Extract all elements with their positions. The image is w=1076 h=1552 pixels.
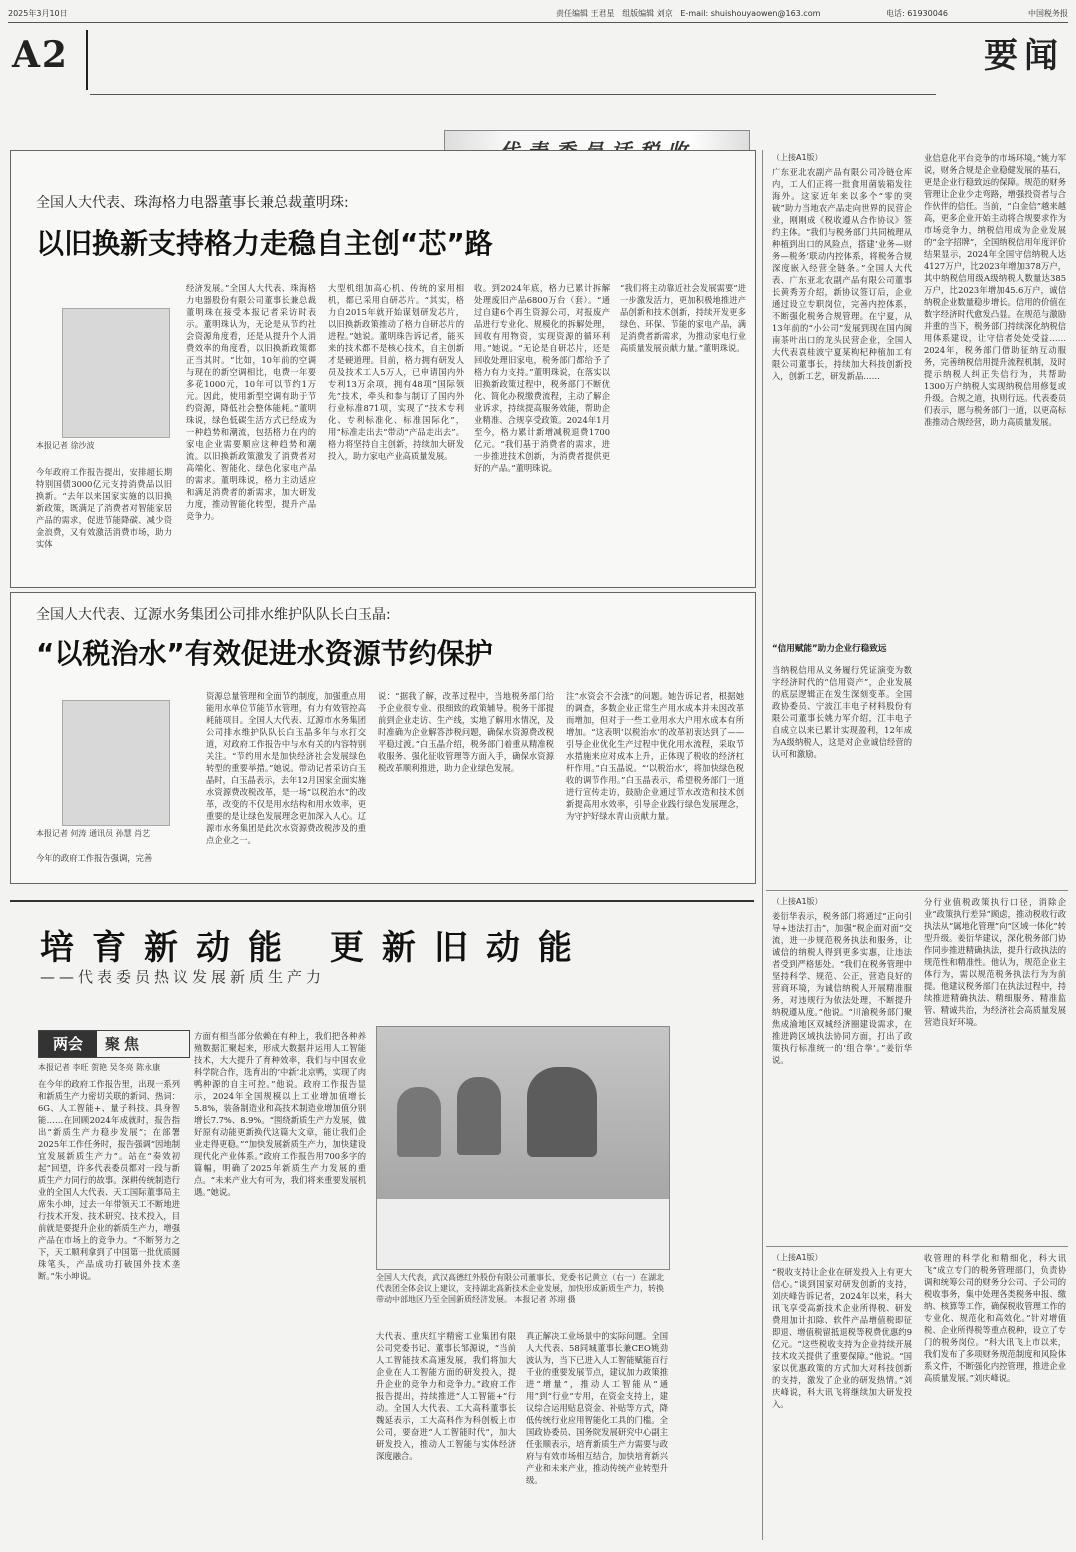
right-lower-rule (766, 890, 1068, 891)
article2-col4: 注“水资会不会涨”的问题。她告诉记者，根据她的调查，多数企业正常生产用水成本并未因改革而增加，但对于一些工业用水大户用水成本有所增加。“这表明‘以税治水’的改革初衷达到了——引导企业优化生产过程中优化用水流程，采取节水措施来应对成本上升，正体现了税收的经济杠杆作用。”白玉晶说。“‘以税治水’，将加快绿色税收的调节作用。”白玉晶表示，希望税务部门一道进行宣传走访，鼓励企业通过节水改造和技术创新提高用水效率，引导企业践行绿色发展理念，为守护好绿水青山贡献力量。 (566, 691, 744, 821)
right-bottom-col2: 收管理的科学化和精细化，科大讯飞“成立专门的税务管理部门，负责协调和统筹公司的财务分公司、子公司的税收事务，集中处理各类税务申报、缴纳、核算等工作，确保税收管理工作的专业化、规范化和高效化。”针对增值税、企业所得税等重点税种，设立了专门的税务岗位。“科大讯飞上市以来，我们发布了多项财务规范制度和风险体系文件，不断强化内控管理，推进企业高质量发展。”刘庆峰说。 (924, 1253, 1066, 1383)
right-bottom-rule (766, 1246, 1068, 1247)
header-date: 2025年3月10日 (8, 9, 68, 18)
feature-byline: 本报记者 李旺 贺艳 吴冬亮 陈永康 (38, 1063, 161, 1072)
badge-right-text: 聚焦 (105, 1035, 144, 1053)
right-col1-body2: 当纳税信用从义务履行凭证演变为数字经济时代的“信用资产”，企业发展的底层逻辑正在发生深刻变革。全国政协委员、宁波江丰电子材料股份有限公司董事长姚力军介绍，江丰电子自成立以来已累计实现盈利，12年成为A级纳税人，这是对企业诚信经营的认可和激励。 (772, 665, 912, 759)
article2-kicker: 全国人大代表、辽源水务集团公司排水维护队队长白玉晶: (36, 607, 391, 623)
article1-col4: 收。到2024年底，格力已累计拆解处理废旧产品6800万台（套）。“通过自建6个再生资源公司，对报废产品进行专业化、规模化的拆解处理，回收有用物资，实现资源的循环利用。”她说。“无论是自研芯片，还是回收处理旧家电，税务部门都给予了格力有力支持。”董明珠说，在落实以旧换新政策过程中，税务部门不断优化、简化办税缴费流程，主动了解企业诉求，持续提高服务效能，帮助企业精准、合规享受政策。2024年1月至今，格力累计新增减税退费1700亿元。“我们基于消费者的需求，进一步推进技术创新，为消费者提供更好的产品。”董明珠说。 (474, 283, 610, 473)
right-lower-col1: 姜衍华表示，税务部门将通过“正向引导+违法打击”，加强“税企面对面”交流，进一步规范税务执法和服务，让诚信的纳税人得到更多实惠，让违法者受到严格惩处。“我们在税务管理中坚持科学、规范、公正，营造良好的营商环境，为诚信纳税人开展精准服务，对违规行为依法处理，不断提升纳税遵从度。”他说。“川渝税务部门聚焦成渝地区双城经济圈建设需求，在推进跨区域执法协同方面，打出了政策执行标准统一的‘组合拳’。”姜衍华说。 (772, 911, 912, 1065)
article2-col3: 说：“据我了解，改革过程中，当地税务部门给予企业很专业、很细致的政策辅导。税务干部提前到企业走访、生产线，实地了解用水情况，及时准确为企业解答涉税问题，确保水资源费改税平稳过渡。”白玉晶介绍，税务部门着重从精准税收服务、强化征收管理等方面入手，确保水资源税改革顺利推进，助力企业绿色发展。 (378, 691, 554, 773)
meeting-caption-text: 全国人大代表，武汉高德红外股份有限公司董事长、党委书记黄立（右一）在湖北代表团全体会议上建议，支持湖北高新技术企业发展，加快形成新质生产力，转换带动中部地区乃至全国新质经济发展。 (376, 1273, 664, 1304)
feature-col2: 方面有相当部分依赖在有种上，我们把各种养殖数据汇聚起来，形成大数据并运用人工智能技术，大大提升了育种效率，我们与中国农业科学院合作，选育出的‘中新’北京鸭，实现了肉鸭种源的自主可控。”他说。政府工作报告显示，2024年全国规模以上工业增加值增长5.8%，装备制造业和高技术制造业增加值分别增长7.7%、8.9%。“围绕新质生产力发展，做好原有动能更新换代这篇大文章，能让我们企业走得更稳。”“加快发展新质生产力，加快建设现代化产业体系。”政府工作报告用700多字的篇幅，明确了2025年新质生产力发展的重点。“未来产业大有可为，我们将来重要发展机遇。”她说。 (194, 1031, 366, 1197)
feature-col4: 真正解决工业场景中的实际问题。全国人大代表、58同城董事长兼CEO姚劲波认为，当下已进入人工智能赋能百行千业的重要发展节点，建议加力政策推进“增量”，推动人工智能从“通用”到“行业”专用，在资金支持上，建议综合运用贴息资金、补贴等方式，降低传统行业应用智能化工具的门槛。全国政协委员、国务院发展研究中心副主任张顺表示，培育新质生产力需要与政府与有效市场相互结合，加快培育新兴产业和未来产业，推动传统产业转型升级。 (526, 1331, 668, 1485)
meeting-photo-credit: 本报记者 苏翊 摄 (514, 1295, 576, 1304)
section-rule (90, 94, 936, 95)
page-header (8, 6, 1068, 20)
right-continued-3: （上接A1版） (772, 1253, 823, 1262)
right-bottom-col1: “税收支持让企业在研发投入上有更大信心。”谈到国家对研发创新的支持，刘庆峰告诉记者，2024年以来，科大讯飞享受高新技术企业所得税、研发费用加计扣除、软件产品增值税即征即退、增值税留抵退税等税费优惠约9亿元。“这些税收支持为企业持续开展技术攻关提供了重要保障。”他说。“国家以优惠政策的方式加大对科技创新的支持，激发了企业的研发热情。”刘庆峰说，科大讯飞将继续加大研发投入。 (772, 1267, 912, 1409)
two-sessions-badge (38, 1030, 190, 1058)
header-editor-name: 责任编辑 王君星 (556, 9, 615, 18)
right-continued-1: （上接A1版） (772, 153, 823, 162)
header-editor (556, 8, 820, 19)
speaker-figure (527, 1067, 597, 1157)
right-column-divider (762, 150, 763, 1540)
header-layout-editor: 组版编辑 刘京 (622, 9, 673, 18)
attendee-figure-1 (397, 1087, 441, 1157)
feature-subhead: ——代表委员热议发展新质生产力 (40, 968, 326, 986)
article1-col3: 大型机组加高心机、传统的家用相机，都已采用自研芯片。“其实，格力自2015年就开始谋划研发芯片，以旧换新政策推动了格力自研芯片的进程。”她说。董明珠告诉记者，能买来的技术都不是核心技术，自主创新才是硬道理。目前，格力拥有研发人员及技术工人5万人，已申请国内外专利13万余项，拥有48项“国际领先”技术，牵头和参与制订了国内外行业标准871项，实现了“技术专利化、专利标准化、标准国际化”，用“标准走出去”带动“产品走出去”。格力将坚持自主创新，持续加大研发投入，助力家电产业高质量发展。 (328, 283, 464, 461)
right-lower-col2: 分行业值税政策执行口径，消除企业“政策执行差异”顾虑，推动税收行政执法从“属地化管理”向“区域一体化”转型升级。姜衍华建议，深化税务部门协作同步推进精确执法，提升行政执法的规范性和精准性。他认为，规范企业主体行为，需以规范税务执法行为为前提。他建议税务部门在执法过程中，持续推进精确执法、精细服务、精准监管、精诚共治，为经济社会高质量发展营造良好环境。 (924, 897, 1066, 1027)
article2-headline: “以税治水”有效促进水资源节约保护 (36, 637, 493, 670)
header-paper-name: 中国税务报 (1028, 9, 1068, 18)
badge-left-text: 两会 (39, 1031, 97, 1057)
article1-headline: 以旧换新支持格力走稳自主创“芯”路 (36, 227, 493, 260)
article1-kicker: 全国人大代表、珠海格力电器董事长兼总裁董明珠: (36, 195, 349, 211)
article2-photo-credit: 本报记者 何涛 通讯员 孙慧 肖艺 (36, 829, 151, 838)
feature-headline: 培育新动能 更新旧动能 (40, 928, 590, 968)
header-email: E-mail: shuishouyaowen@163.com (680, 9, 821, 18)
feature-col1: 在今年的政府工作报告里，出现一系列和新质生产力密切关联的新词、热词：6G、人工智能+、量子科技、具身智能……在回顾2024年成就时，报告指出“新质生产力稳步发展”；在部署2025年工作任务时，报告强调“因地制宜发展新质生产力”。站在“奏效初起”回望，许多代表委员都对一段与新质生产力同行的故事。深耕传统制造行业的全国人大代表、天工国际董事局主席朱小坤，过去一年带领天工不断地进行技术开发、技术研究、技术投入，目前就是要提升企业的新质生产力，增强产品在市场上的竞争力。“不断努力之下，天工顺利拿到了中国第一批优质圆珠笔头，产品成功打破国外技术垄断。”朱小坤说。 (38, 1079, 180, 1281)
right-col1-body: 广东亚北农副产品有限公司冷链仓库内，工人们正将一批食用菌装箱发往海外。这家近年来以多个“零的突破”助力当地农产品走向世界的民营企业，刚刚成《税收遵从合作协议》签约主体。“我们与税务部门共同梳理从种植到出口的风险点，搭建‘业务—财务—税务’联动内控体系，将税务合规深度嵌入经营全链条。”全国人大代表、广东亚北农副产品有限公司董事长黄秀芳介绍，新协议签订后，企业通过设立专职岗位，完善内控体系，不断强化税务合规管理。在宁夏，从13年前的“小公司”发展到现在国内闽南茶叶出口的龙头民营企业，全国人大代表袁桂波宁夏某枸杞种植加工有限公司董事长，持续加大科技创新投入，创新工艺，研发新品…… (772, 167, 912, 381)
portrait-photo-dong (62, 308, 170, 438)
header-phone: 电话: 61930046 (886, 9, 948, 18)
article1-photo-credit: 本报记者 徐沙波 (36, 441, 95, 450)
meeting-photo (376, 1026, 670, 1270)
page-code: A2 (12, 34, 69, 76)
table-surface (377, 1199, 669, 1269)
article1-col5: “我们将主动靠近社会发展需要”进一步激发活力，更加积极地推进产品创新和技术创新，持续开发更多绿色、环保、节能的家电产品，满足消费者新需求，为推动家电行业高质量发展贡献力量。”董明珠说。 (620, 283, 746, 353)
article2-col2: 资源总量管理和全面节约制度，加强重点用能用水单位节能节水管理，有力有效管控高耗能项目。全国人大代表、辽源市水务集团公司排水维护队队长白玉晶多年与水打交道，对政府工作报告中与水有关的内容特别关注。“节约用水是加快经济社会发展绿色转型的重要举措。”她说。带动记者采访白玉晶时，白玉晶表示，去年12月国家全面实施水资源费改税改革，是一场“以税治水”的改革，改变的不仅是用水结构和用水效率，更重要的是让绿色发展理念更加深入人心。辽源市水务集团是此次水资源费改税涉及的重点企业之一。 (206, 691, 366, 845)
portrait-photo-bai (62, 700, 170, 826)
meeting-photo-caption (376, 1272, 668, 1305)
right-continued-2: （上接A1版） (772, 897, 823, 906)
attendee-figure-2 (457, 1077, 501, 1155)
right-col2-body: 业信息化平台竞争的市场环境。”姚力军说，财务合规是企业稳健发展的基石，更是企业行稳致远的保障。规范的财务管理让企业少走弯路，增强投资者与合作伙伴的信任。当前，“白金信”越来越高，更多企业开始主动将合规要求作为市场竞争力，纳税信用成为企业发展的“金字招牌”，全国纳税信用年度评价结果显示，2024年全国守信纳税人达4127万户，比2023年增加378万户，其中纳税信用级A级纳税人数量达385万户，比2023年增加45.6万户，诚信纳税企业数量稳步增长。信用的价值在数字经济时代愈发凸显。在规范与激励并重的当下，税务部门持续深化纳税信用体系建设，让守信者处处受益……2024年，税务部门借助征纳互动服务，完善纳税信用提升流程机制，及时提示纳税人纠正失信行为，共帮助1300万户纳税人实现纳税信用修复或升级。合规之道，执则行远。代表委员们表示，愿与税务部门一道，以更高标准推动合规经营，助力高质量发展。 (924, 153, 1066, 427)
article1-col2: 经济发展。”全国人大代表、珠海格力电器股份有限公司董事长兼总裁董明珠在接受本报记者采访时表示。董明珠认为，无论是从节约社会资源角度看，还是从提升个人消费效率的角度看，以旧换新政策都正当其时。“比如，10年前的空调与现在的新空调相比，电费一年要多花1000元，10年可以节约1万元。因此，使用新型空调有助于节约资源，降低社会整体能耗。”董明珠说，绿色低碳生活方式已经成为一种趋势和潮流，包括格力在内的家电企业需要顺应这种趋势和潮流。以旧换新政策激发了消费者对高端化、智能化、绿色化家电产品的需求。董明珠说，格力主动适应和满足消费者的新需求，加大研发力度，推动智能化转型，提升产品竞争力。 (186, 283, 316, 521)
feature-col3: 大代表、重庆红宇精密工业集团有限公司党委书记、董事长邹源说，“当前人工智能技术高速发展，我们将加大企业在人工智能方面的研发投入，提升企业的竞争力和竞争力。”政府工作报告提出，持续推进“人工智能+”行动。全国人大代表、工大高科董事长魏延表示，工大高科作为科创板上市公司，要奋进“人工智能时代”，加大研发投入，推动人工智能与实体经济深度融合。 (376, 1331, 516, 1461)
header-rule (8, 22, 1068, 23)
feature-top-rule (10, 900, 754, 902)
article2-col1: 今年的政府工作报告强调，完善 (36, 853, 153, 863)
page-section-title: 要闻 (984, 36, 1064, 76)
article1-col1: 今年政府工作报告提出，安排超长期特别国债3000亿元支持消费品以旧换新。“去年以来国家实施的以旧换新政策，既满足了消费者对智能家居产品的需求，促进节能降碳、减少资金浪费，又有效激活消费市场，助力实体 (36, 467, 172, 549)
right-col1-subhead: “信用赋能”助力企业行稳致远 (772, 644, 887, 654)
